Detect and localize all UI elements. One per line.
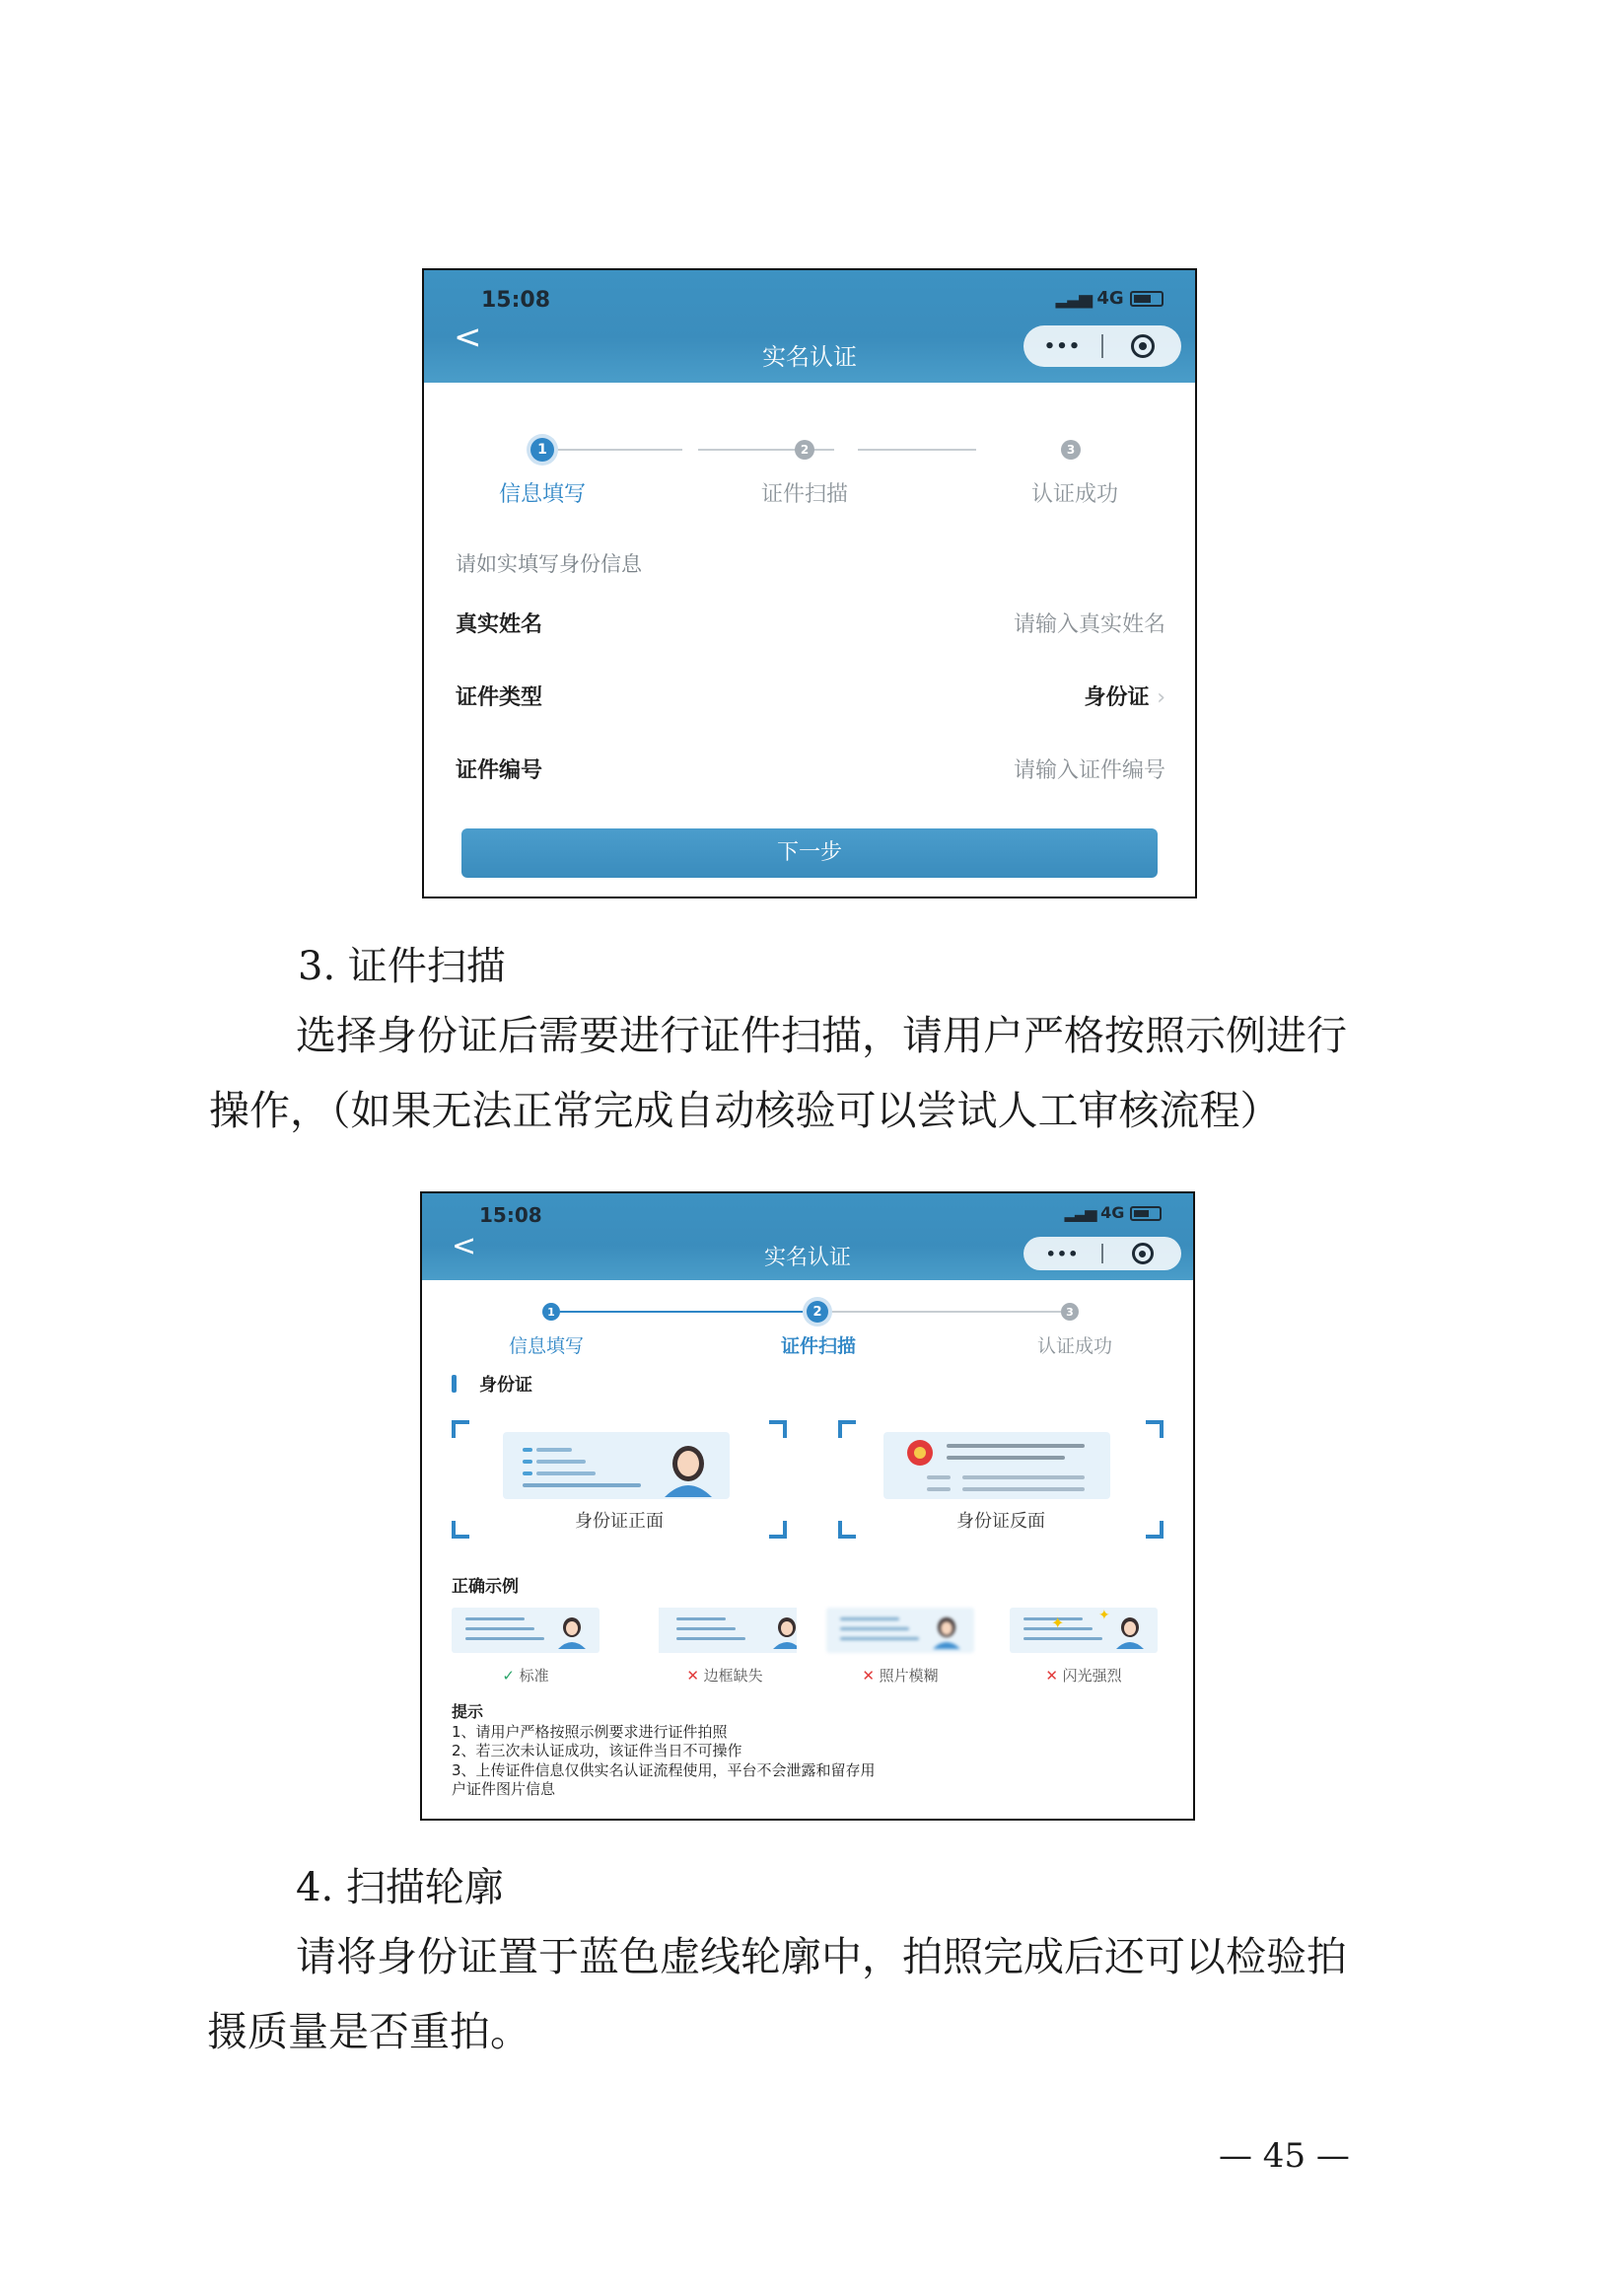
person-avatar-icon — [554, 1614, 590, 1649]
section-3-body-line-2: 操作，（如果无法正常完成自动核验可以尝试人工审核流程） — [209, 1087, 1281, 1134]
chevron-right-icon: › — [1157, 685, 1165, 710]
page-number: — 45 — — [1219, 2136, 1350, 2176]
step-3-indicator: 3 — [1061, 1303, 1079, 1321]
tip-line-3: 3、上传证件信息仅供实名认证流程使用，平台不会泄露和留存用 — [452, 1760, 876, 1779]
more-menu-icon[interactable]: ••• — [1043, 335, 1082, 357]
step-1-label: 信息填写 — [498, 482, 586, 507]
example-flash-glare-caption: ✕ 闪光强烈 — [1045, 1667, 1122, 1685]
id-back-caption: 身份证反面 — [956, 1511, 1045, 1532]
section-4-body-line-2: 摄质量是否重拍。 — [207, 2008, 530, 2055]
real-name-label: 真实姓名 — [456, 612, 543, 637]
section-3-heading: 3. 证件扫描 — [298, 944, 506, 989]
sparkle-icon: ✦ — [1051, 1614, 1065, 1632]
nav-header — [424, 270, 1195, 383]
id-back-scan-box[interactable] — [838, 1420, 1164, 1539]
tip-line-4: 户证件图片信息 — [452, 1780, 556, 1799]
step-3-label: 认证成功 — [1030, 482, 1118, 507]
nav-title: 实名认证 — [763, 1246, 851, 1270]
step-2-label: 证件扫描 — [760, 482, 848, 507]
back-icon[interactable]: < — [454, 318, 482, 357]
id-number-input[interactable]: 请输入证件编号 — [1013, 758, 1165, 783]
id-front-scan-box[interactable] — [452, 1420, 787, 1539]
mini-program-capsule[interactable] — [1023, 325, 1181, 367]
example-blurry-caption: ✕ 照片模糊 — [862, 1667, 939, 1685]
signal-bars-icon: ▂▃▅ — [1064, 1203, 1095, 1222]
next-step-button[interactable]: 下一步 — [461, 828, 1158, 878]
real-name-input[interactable]: 请输入真实姓名 — [1013, 612, 1165, 637]
form-hint: 请如实填写身份信息 — [456, 552, 642, 576]
back-icon[interactable]: < — [452, 1229, 477, 1263]
section-4-body-line-1: 请将身份证置于蓝色虚线轮廓中，拍照完成后还可以检验拍 — [296, 1933, 1347, 1980]
id-front-caption: 身份证正面 — [575, 1511, 664, 1532]
step-2-indicator: 2 — [795, 440, 814, 460]
close-target-icon[interactable] — [1103, 1243, 1181, 1264]
tip-line-2: 2、若三次未认证成功，该证件当日不可操作 — [452, 1742, 742, 1760]
cross-icon: ✕ — [686, 1667, 699, 1685]
tip-line-1: 1、请用户严格按照示例要求进行证件拍照 — [452, 1722, 728, 1741]
id-card-section-title: 身份证 — [479, 1375, 532, 1396]
person-avatar-icon — [769, 1614, 797, 1649]
tips-block — [452, 1702, 1181, 1800]
status-network: ▂▃▅ 4G — [1056, 288, 1164, 309]
step-3-label: 认证成功 — [1036, 1335, 1112, 1357]
more-menu-icon[interactable]: ••• — [1045, 1244, 1080, 1263]
person-avatar-icon — [659, 1440, 718, 1497]
screenshot-real-name-form — [422, 268, 1197, 898]
person-avatar-icon — [1112, 1614, 1148, 1649]
cross-icon: ✕ — [1045, 1667, 1058, 1685]
example-flash-glare-image — [1010, 1608, 1158, 1653]
close-target-icon[interactable] — [1103, 334, 1181, 358]
cross-icon: ✕ — [862, 1667, 875, 1685]
person-avatar-icon — [929, 1614, 964, 1649]
battery-icon — [1130, 291, 1164, 307]
tips-title: 提示 — [452, 1702, 484, 1721]
example-blurry-image — [826, 1608, 974, 1653]
battery-icon — [1130, 1206, 1162, 1221]
id-front-illustration — [503, 1432, 730, 1499]
national-emblem-icon — [905, 1438, 935, 1468]
status-network: ▂▃▅ 4G — [1065, 1203, 1162, 1222]
example-border-missing-image — [659, 1608, 797, 1653]
step-1-label: 信息填写 — [508, 1335, 584, 1357]
step-3-indicator: 3 — [1061, 440, 1081, 460]
step-1-indicator: 1 — [542, 1303, 560, 1321]
examples-title: 正确示例 — [452, 1577, 519, 1597]
check-icon: ✓ — [502, 1667, 515, 1685]
nav-header — [422, 1193, 1193, 1280]
status-time: 15:08 — [481, 288, 551, 313]
status-time: 15:08 — [479, 1203, 542, 1227]
id-type-select[interactable]: 身份证 › — [1084, 685, 1165, 710]
screenshot-id-scan — [420, 1191, 1195, 1821]
example-border-missing-caption: ✕ 边框缺失 — [686, 1667, 763, 1685]
nav-title: 实名认证 — [762, 343, 857, 371]
id-number-label: 证件编号 — [456, 758, 543, 783]
id-type-label: 证件类型 — [456, 685, 543, 710]
mini-program-capsule[interactable] — [1023, 1237, 1181, 1270]
step-2-label: 证件扫描 — [780, 1335, 856, 1357]
example-standard-image — [452, 1608, 600, 1653]
id-back-illustration — [883, 1432, 1110, 1499]
signal-bars-icon: ▂▃▅ — [1055, 288, 1092, 309]
step-1-indicator: 1 — [530, 438, 554, 462]
section-3-body-line-1: 选择身份证后需要进行证件扫描，请用户严格按照示例进行 — [296, 1012, 1347, 1059]
example-standard-caption: ✓ 标准 — [502, 1667, 549, 1685]
step-2-indicator: 2 — [807, 1301, 828, 1323]
sparkle-icon: ✦ — [1098, 1608, 1110, 1623]
section-4-heading: 4. 扫描轮廓 — [296, 1865, 504, 1910]
